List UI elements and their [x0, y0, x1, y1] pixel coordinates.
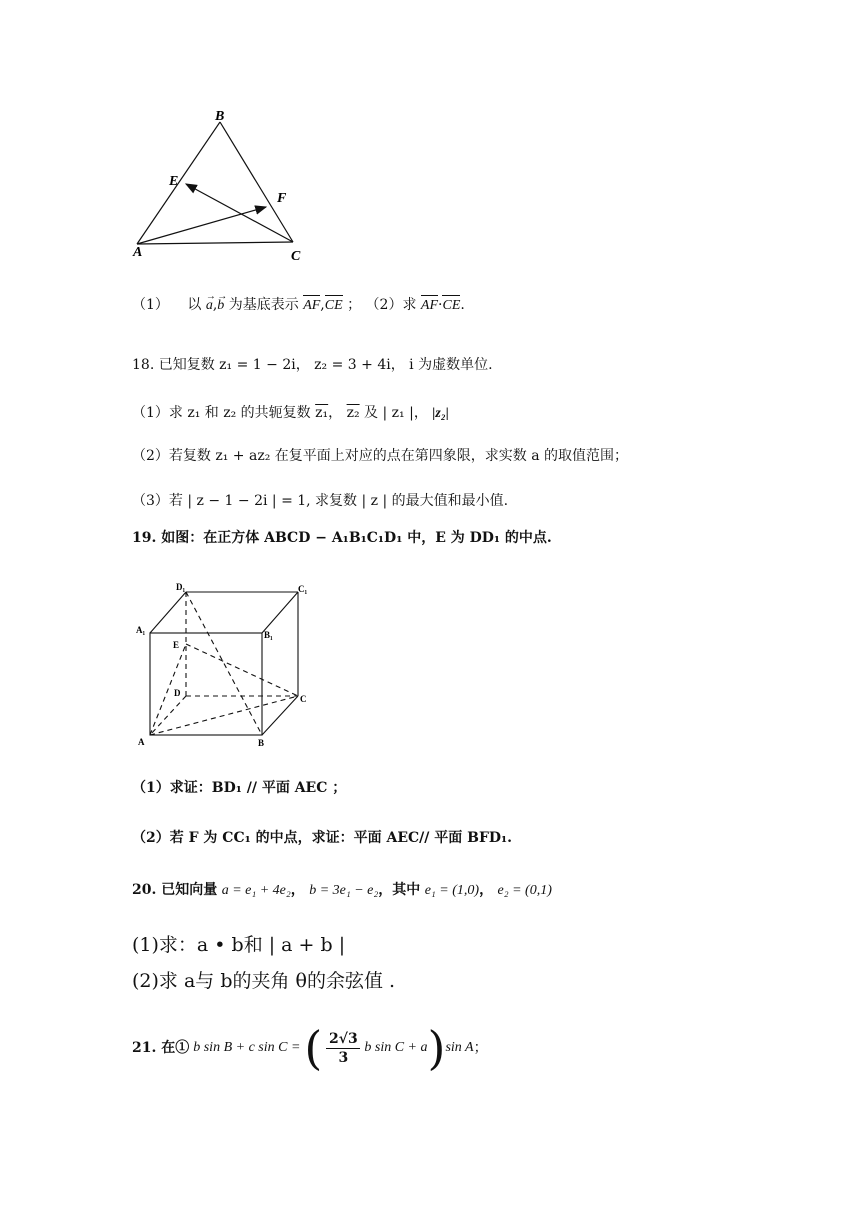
def-e1: e₁ = (1,0)	[424, 883, 480, 898]
label-a-cube: A	[138, 737, 145, 747]
q19-part2: （2）若 F 为 CC₁ 的中点，求证：平面 AEC// 平面 BFD₁.	[132, 830, 513, 846]
def-b: b = 3e₁ − e₂	[309, 883, 379, 898]
fraction-numerator: 2√3	[329, 1030, 358, 1047]
label-a1: A₁	[136, 625, 146, 635]
vector-b: → b	[217, 291, 228, 313]
vector-af-text-2: AF	[421, 296, 438, 316]
q18-part1: （1）求 z₁ 和 z₂ 的共轭复数 z₁， z₂ 及 | z₁ |， |z₂|	[132, 405, 449, 421]
label-c: C	[291, 249, 301, 264]
label-e: E	[169, 174, 179, 189]
q20-part1: (1)求：a • b和 | a + b |	[132, 934, 346, 956]
q20-part2: (2)求 a与 b的夹角 θ的余弦值 .	[132, 970, 396, 992]
q19-stem: 19. 如图：在正方体 ABCD − A₁B₁C₁D₁ 中，E 为 DD₁ 的中点.	[132, 530, 552, 546]
vector-af	[137, 207, 266, 244]
q21-paren-group: ( 2√3 3 b sin C + a )	[304, 1021, 446, 1075]
cube-figure	[132, 578, 322, 750]
q17-part1-num: （1）	[132, 297, 169, 313]
fraction-denominator: 3	[338, 1049, 349, 1066]
side-ab	[137, 122, 220, 244]
label-d1: D₁	[176, 582, 186, 592]
label-c-cube: C	[300, 694, 307, 704]
vector-ce-text-2: CE	[442, 296, 460, 316]
side-bc	[220, 122, 293, 242]
q18-part3: （3）若 | z − 1 − 2i | = 1, 求复数 | z | 的最大值和最小值.	[132, 493, 509, 509]
label-a: A	[133, 245, 143, 260]
vector-a: → a	[205, 291, 216, 313]
label-f: F	[277, 191, 287, 206]
q18-stem: 18. 已知复数 z₁ = 1 − 2i， z₂ = 3 + 4i， i 为虚数单位.	[132, 357, 493, 373]
segment-ec	[186, 644, 298, 696]
segment-ae	[150, 644, 186, 735]
q19-part1: （1）求证：BD₁ // 平面 AEC ；	[132, 780, 347, 796]
label-d: D	[174, 688, 181, 698]
segment-ac	[150, 696, 298, 735]
q17-parts: （1） 以 → a, → b 为基底表示 AF,CE ； （2）求 AF·CE.	[132, 295, 465, 316]
def-e2: e₂ = (0,1)	[497, 883, 552, 898]
label-c1: C₁	[298, 584, 308, 594]
label-b: B	[215, 109, 225, 124]
triangle-figure	[125, 100, 315, 270]
vector-ce-text: CE	[325, 296, 343, 316]
q18-part2: （2）若复数 z₁ + az₂ 在复平面上对应的点在第四象限，求实数 a 的取值范围；	[132, 448, 629, 464]
q17-part1-mid: 为基底表示	[228, 297, 299, 313]
side-ac	[137, 242, 293, 244]
label-e-cube: E	[173, 640, 180, 650]
q21-stem: 21. 在① b sin B + c sin C = ( 2√3 3 b sin C + a ) sin A ；	[132, 1021, 488, 1075]
label-b-cube: B	[258, 738, 265, 748]
vector-af-text: AF	[303, 296, 320, 316]
def-a: a = e₁ + 4e₂	[221, 883, 291, 898]
q17-part2: （2）求	[365, 297, 417, 313]
q21-lhs: b sin B + c sin C =	[193, 1040, 301, 1055]
segment-bd1	[186, 592, 262, 735]
label-b1: B₁	[264, 630, 273, 640]
q20-stem: 20. 已知向量 a = e₁ + 4e₂， b = 3e₁ − e₂，其中 e₁ = (1,0)， e₂ = (0,1)	[132, 882, 552, 898]
q17-part1-text: 以	[187, 297, 202, 313]
